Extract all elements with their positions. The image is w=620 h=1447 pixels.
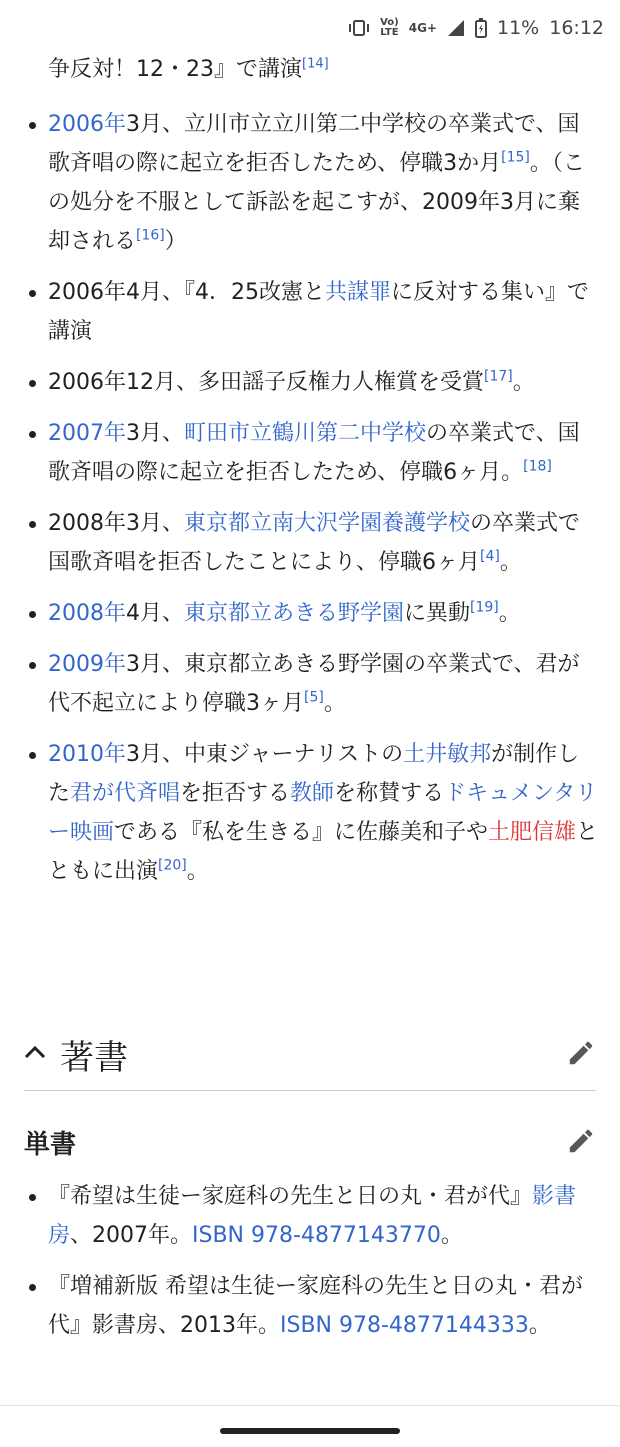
article-link[interactable]: 共謀罪: [324, 280, 391, 305]
item-text: である『私を生きる』に佐藤美和子や: [114, 820, 489, 845]
year-link[interactable]: 2006年: [48, 112, 126, 137]
article-link[interactable]: 君が代斉唱: [70, 781, 181, 806]
reference-link[interactable]: [5]: [304, 689, 324, 706]
item-text: 、2007年。: [70, 1223, 193, 1248]
year-link[interactable]: 2009年: [48, 652, 126, 677]
chevron-up-icon[interactable]: [22, 1039, 48, 1069]
item-text: とともに出演: [48, 820, 599, 884]
volte-indicator: [380, 18, 399, 38]
network-type: 4G+: [408, 21, 437, 35]
article-link[interactable]: 教師: [290, 781, 335, 806]
partial-line: [48, 52, 588, 88]
vibrate-icon: [348, 19, 370, 37]
isbn-link[interactable]: ISBN 978-4877143770: [192, 1223, 441, 1248]
battery-icon: [475, 18, 487, 38]
publisher-link[interactable]: 影書房: [48, 1184, 577, 1248]
list-item: [0, 273, 620, 351]
item-text: 。: [440, 1223, 463, 1248]
item-text: 。: [186, 859, 209, 884]
partial-line-text: 争反対！12・23』で講演: [48, 57, 302, 82]
reference-link[interactable]: [15]: [501, 149, 530, 166]
reference-link[interactable]: [19]: [470, 599, 499, 616]
list-item: [0, 735, 620, 891]
item-text: 3月、東京都立あきる野学園の卒業式で、君が代不起立により停職3ヶ月: [48, 652, 580, 716]
gesture-handle[interactable]: [220, 1428, 400, 1434]
list-item: [0, 594, 620, 633]
section-divider: [24, 1090, 596, 1091]
list-item: [0, 1177, 620, 1255]
section-title: 著書: [60, 1037, 128, 1078]
item-text: 。: [499, 550, 522, 575]
article-link[interactable]: 土井敏邦: [403, 742, 492, 767]
item-text: に反対する集い』で講演: [48, 280, 590, 344]
item-text: 『希望は生徒ー家庭科の先生と日の丸・君が代』: [48, 1184, 533, 1209]
reference-link[interactable]: [17]: [483, 368, 513, 385]
item-text: 。: [528, 1313, 551, 1338]
books-list: [0, 1177, 620, 1357]
status-bar: [0, 0, 620, 56]
item-text: の卒業式で、国歌斉唱の際に起立を拒否したため、停職6ヶ月。: [48, 421, 580, 485]
item-text: 。: [512, 370, 535, 395]
subsection-header: [24, 1120, 596, 1164]
navigation-bar: [0, 1405, 620, 1447]
item-text: 3月、中東ジャーナリストの: [126, 742, 404, 767]
item-text: 2008年3月、: [48, 511, 184, 536]
reference-link[interactable]: [18]: [523, 458, 552, 475]
article-link[interactable]: ドキュメンタリー映画: [48, 781, 598, 845]
red-article-link[interactable]: 土肥信雄: [488, 820, 577, 845]
item-text: 『増補新版 希望は生徒ー家庭科の先生と日の丸・君が代』影書房、2013年。: [48, 1274, 583, 1338]
item-text: 。（この処分を不服として訴訟を起こすが、2009年3月に棄却される: [48, 151, 585, 254]
pencil-icon[interactable]: [566, 1038, 596, 1072]
year-link[interactable]: 2010年: [48, 742, 126, 767]
volte-line2: LTE: [380, 27, 399, 38]
year-link[interactable]: 2007年: [48, 421, 126, 446]
item-text: 3月、: [126, 421, 184, 446]
volte-line1: Vo): [380, 17, 399, 28]
list-item: [0, 645, 620, 723]
year-link[interactable]: 2008年: [48, 601, 126, 626]
section-header-works[interactable]: [0, 1018, 620, 1090]
item-text: 2006年12月、多田謡子反権力人権賞を受賞: [48, 370, 484, 395]
pencil-icon[interactable]: [566, 1126, 596, 1160]
list-item: [0, 363, 620, 402]
item-text: 3月、立川市立立川第二中学校の卒業式で、国歌斉唱の際に起立を拒否したため、停職3か月: [48, 112, 580, 176]
article-link[interactable]: 東京都立南大沢学園養護学校: [184, 511, 471, 536]
clock: 16:12: [549, 17, 604, 39]
events-list: [0, 105, 620, 903]
item-text: が制作した: [48, 742, 580, 806]
item-text: ）: [164, 229, 187, 254]
isbn-link[interactable]: ISBN 978-4877144333: [280, 1313, 529, 1338]
reference-link[interactable]: [4]: [480, 548, 500, 565]
battery-percent: 11%: [497, 17, 540, 39]
list-item: [0, 504, 620, 582]
list-item: [0, 105, 620, 261]
item-text: 4月、: [126, 601, 184, 626]
item-text: 2006年4月、『4．25改憲と: [48, 280, 325, 305]
item-text: の卒業式で国歌斉唱を拒否したことにより、停職6ヶ月: [48, 511, 581, 575]
item-text: 。: [498, 601, 521, 626]
reference-link[interactable]: [20]: [158, 857, 187, 874]
reference-link[interactable]: [14]: [302, 56, 329, 72]
item-text: 。: [323, 691, 346, 716]
subsection-title: 単書: [24, 1129, 77, 1160]
reference-link[interactable]: [16]: [136, 227, 165, 244]
list-item: [0, 1267, 620, 1345]
article-link[interactable]: 東京都立あきる野学園: [184, 601, 405, 626]
item-text: に異動: [404, 601, 471, 626]
signal-icon: [447, 19, 465, 37]
item-text: を拒否する: [180, 781, 291, 806]
list-item: [0, 414, 620, 492]
item-text: を称賛する: [334, 781, 445, 806]
article-link[interactable]: 町田市立鶴川第二中学校: [184, 421, 427, 446]
